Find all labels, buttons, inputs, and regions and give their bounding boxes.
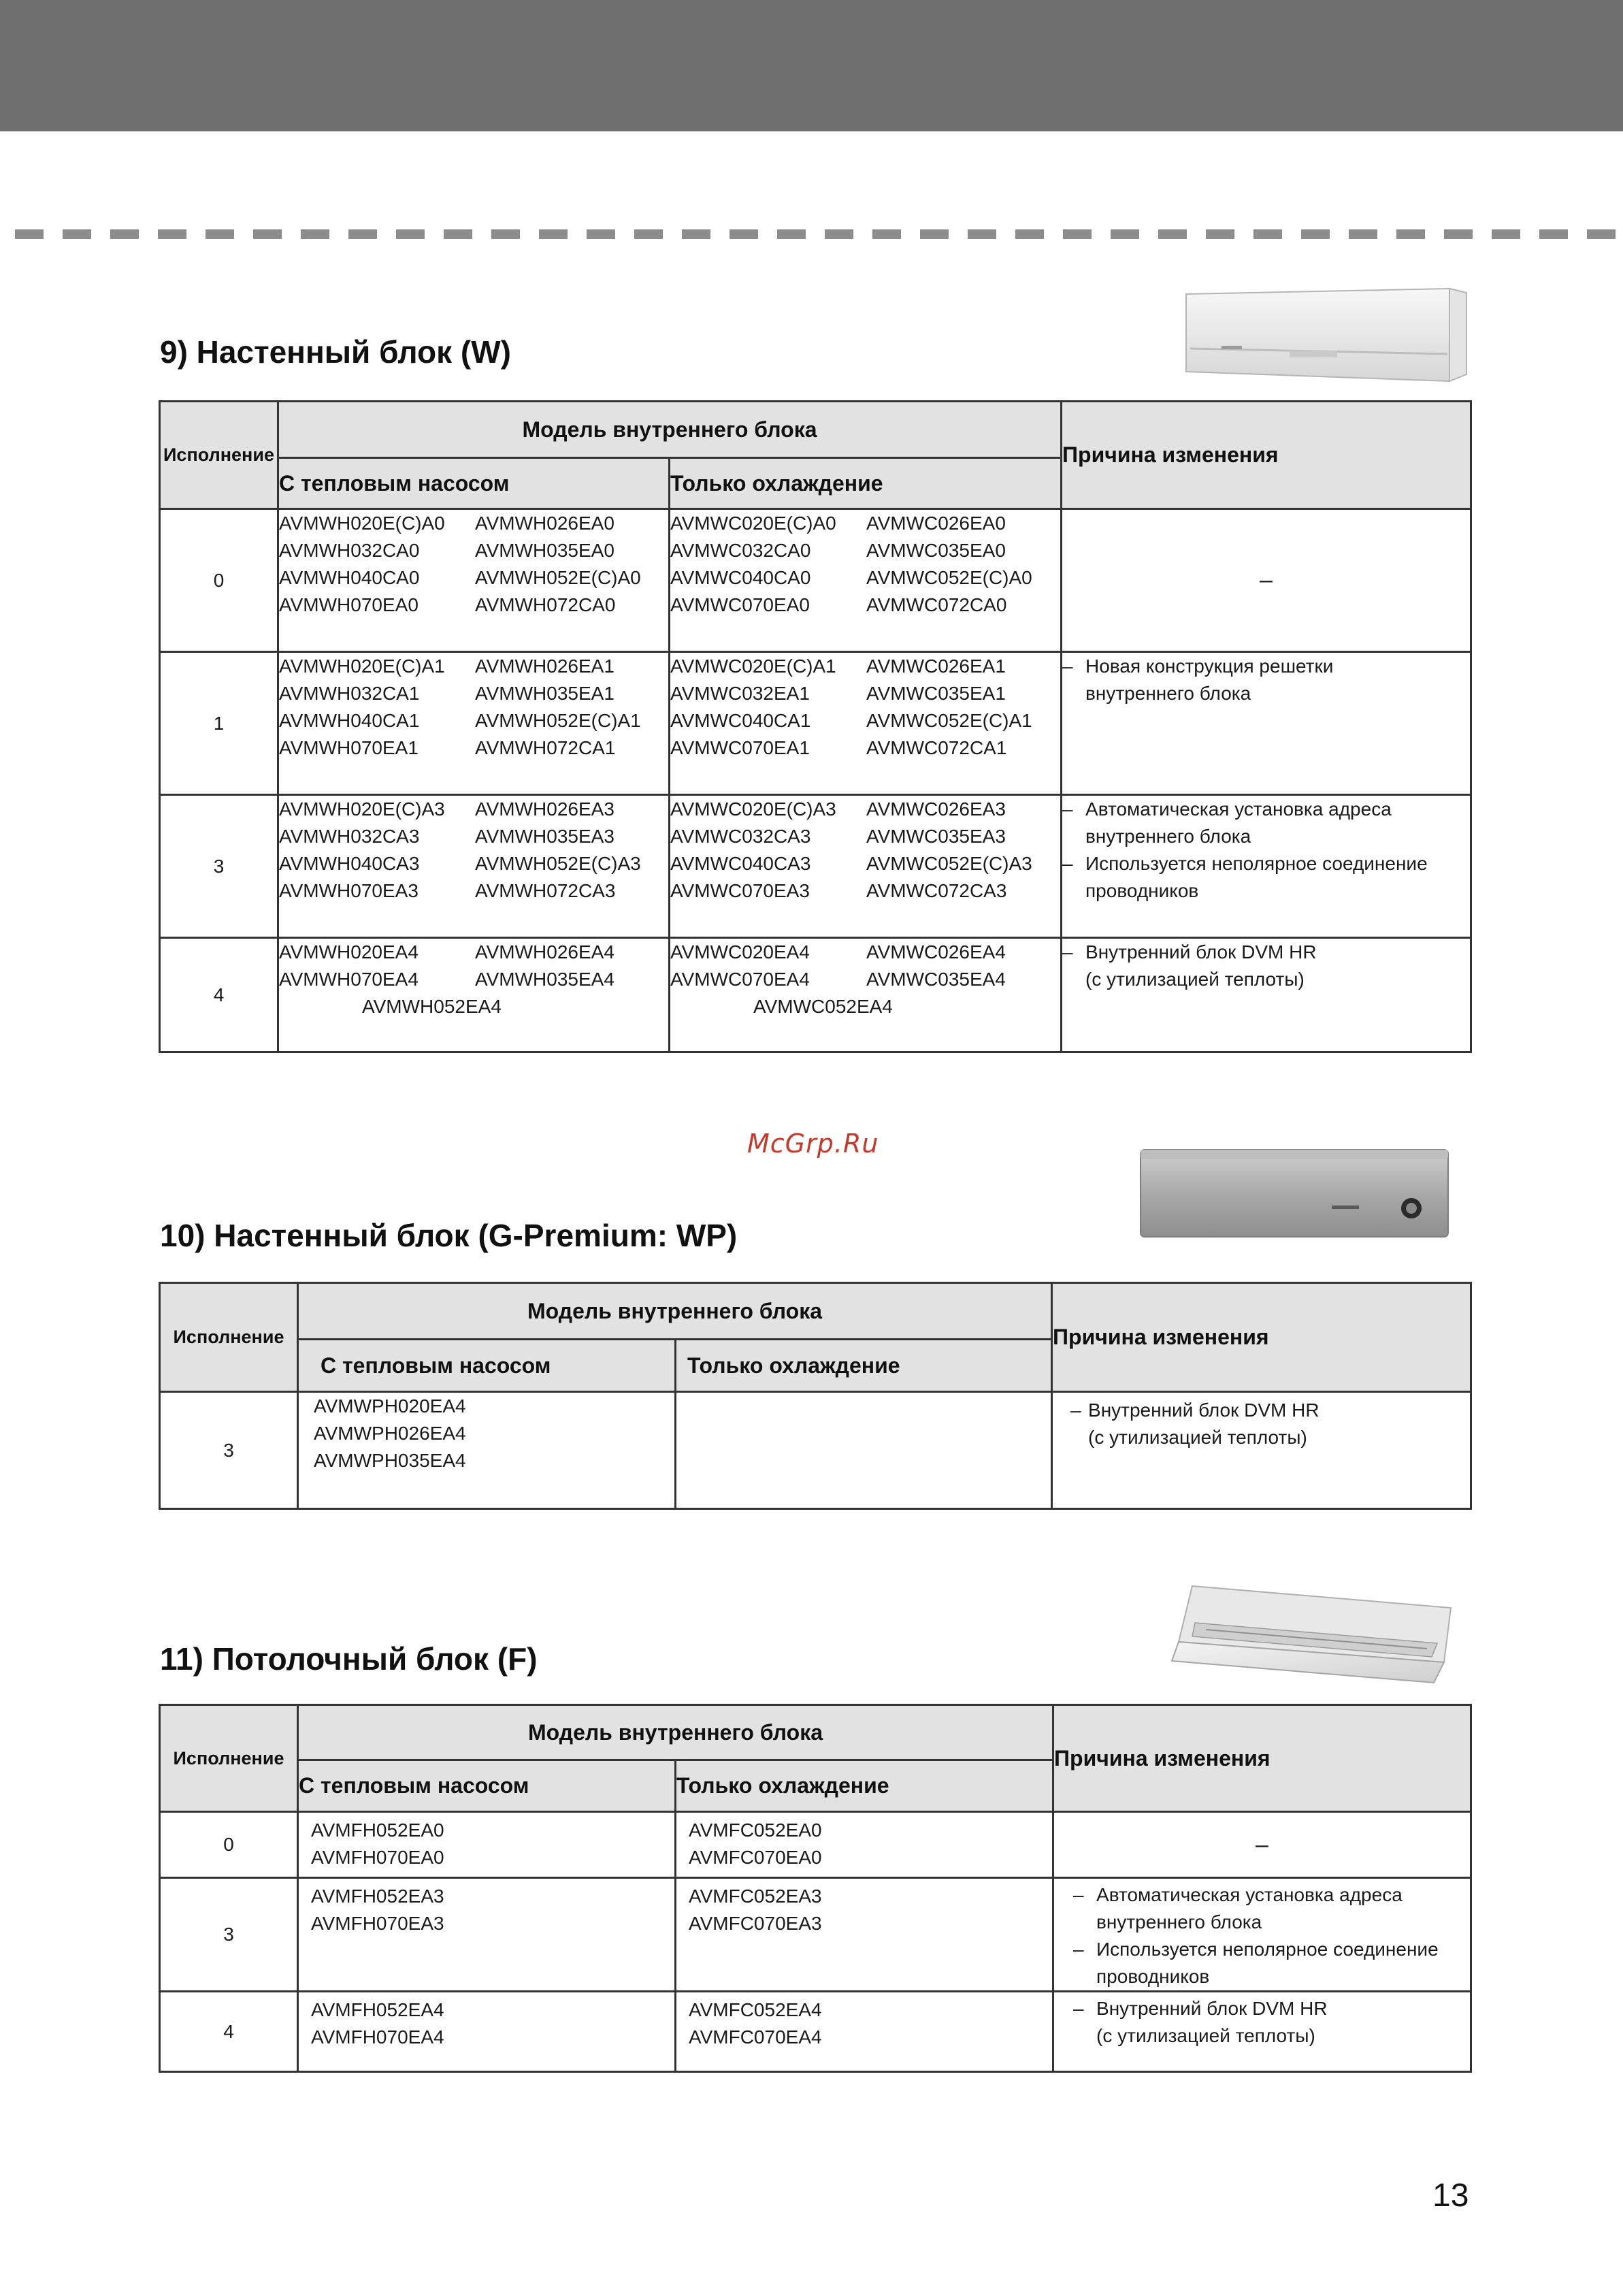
heat-pump-header: С тепловым насосом [298, 1340, 676, 1392]
model-code: AVMWC035EA0 [866, 540, 1006, 561]
model-code: AVMWH070EA1 [279, 737, 419, 758]
model-code: AVMWC026EA0 [866, 513, 1006, 534]
model-code: AVMWH020E(C)A0 [279, 513, 445, 534]
revision-cell: 1 [160, 652, 278, 795]
section-title-wall-unit: 9) Настенный блок (W) [160, 334, 511, 370]
model-code: AVMWC072CA3 [866, 880, 1007, 901]
revision-cell: 3 [160, 1878, 298, 1992]
revision-header: Исполнение [160, 402, 278, 509]
revision-header: Исполнение [160, 1283, 298, 1392]
reason-line: Внутренний блок DVM HR [1085, 941, 1317, 963]
table-row [160, 1878, 1471, 1992]
model-code: AVMFC052EA4 [689, 1999, 822, 2020]
cooling-only-header: Только охлаждение [676, 1760, 1053, 1812]
change-reason-cell [1062, 795, 1471, 938]
model-code: AVMWC026EA1 [866, 656, 1006, 677]
heat-pump-models [298, 1992, 676, 2072]
cooling-only-models [676, 1812, 1053, 1878]
ceiling-unit-table [159, 1704, 1472, 2073]
change-reason-cell [1062, 938, 1471, 1052]
model-code: AVMWC040CA1 [670, 710, 811, 731]
dashed-divider [15, 229, 1623, 239]
heat-pump-models [278, 795, 670, 938]
wall-unit-table [159, 400, 1472, 1053]
model-code: AVMWH032CA1 [279, 683, 420, 704]
table-row [160, 795, 1471, 938]
model-code: AVMWC040CA0 [670, 567, 811, 588]
model-code: AVMWC020E(C)A3 [670, 798, 836, 820]
section-title-ceiling-unit: 11) Потолочный блок (F) [160, 1641, 538, 1677]
model-code: AVMWH072CA0 [475, 594, 616, 615]
heat-pump-models [298, 1812, 676, 1878]
model-code: AVMWH040CA0 [279, 567, 420, 588]
model-code: AVMWH052E(C)A0 [475, 567, 641, 588]
model-code: AVMWC020E(C)A1 [670, 656, 836, 677]
reason-line: проводников [1085, 880, 1199, 901]
reason-item: – Автоматическая установка адреса внутреннего блока [1062, 798, 1392, 847]
change-reason-cell [1052, 1392, 1471, 1509]
reason-item: – Используется неполярное соединение проводников [1062, 853, 1428, 901]
reason-line: (с утилизацией теплоты) [1088, 1427, 1307, 1448]
model-code: AVMFC070EA0 [689, 1847, 822, 1868]
reason-item: – Используется неполярное соединение проводников [1073, 1939, 1439, 1987]
model-code: AVMWH072CA3 [475, 880, 616, 901]
model-code: AVMWC052EA4 [753, 996, 893, 1017]
change-reason-header: Причина изменения [1052, 1283, 1471, 1392]
model-code: AVMWH070EA3 [279, 880, 419, 901]
reason-line: проводников [1096, 1966, 1210, 1987]
model-code: AVMWC070EA0 [670, 594, 810, 615]
model-code: AVMFH070EA0 [311, 1847, 444, 1868]
model-code: AVMWH026EA0 [475, 513, 614, 534]
heat-pump-models [298, 1878, 676, 1992]
g-premium-product-image [1138, 1146, 1451, 1241]
model-code: AVMFH052EA3 [311, 1886, 444, 1907]
model-code: AVMWC032CA0 [670, 540, 811, 561]
model-code: AVMFH052EA0 [311, 1820, 444, 1841]
cooling-only-models [670, 938, 1062, 1052]
reason-line: (с утилизацией теплоты) [1096, 2025, 1315, 2046]
model-code: AVMWC070EA4 [670, 969, 810, 990]
model-code: AVMWC040CA3 [670, 853, 811, 874]
revision-cell: 3 [160, 795, 278, 938]
model-code: AVMFC052EA3 [689, 1886, 822, 1907]
revision-cell: 3 [160, 1392, 298, 1509]
model-code: AVMWH035EA0 [475, 540, 614, 561]
page-number: 13 [1432, 2178, 1469, 2214]
model-code: AVMWH052E(C)A1 [475, 710, 641, 731]
table-row [160, 509, 1471, 652]
model-code: AVMWH052E(C)A3 [475, 853, 641, 874]
model-code: AVMWC035EA1 [866, 683, 1006, 704]
model-code: AVMWH020EA4 [279, 941, 419, 963]
table-row [160, 1392, 1471, 1509]
model-code: AVMWH026EA4 [475, 941, 614, 963]
reason-item: – Новая конструкция решетки внутреннего блока [1062, 656, 1334, 704]
model-code: AVMWH070EA4 [279, 969, 419, 990]
reason-line: Новая конструкция решетки [1085, 656, 1334, 677]
reason-item: – Внутренний блок DVM HR (с утилизацией теплоты) [1070, 1400, 1319, 1448]
model-code: AVMWC072CA0 [866, 594, 1007, 615]
model-code: AVMWC070EA3 [670, 880, 810, 901]
model-code: AVMWPH035EA4 [314, 1450, 466, 1471]
model-code: AVMWH052EA4 [362, 996, 502, 1017]
heat-pump-models [298, 1392, 676, 1509]
reason-line: Автоматическая установка адреса [1085, 798, 1392, 820]
heat-pump-models [278, 652, 670, 795]
model-code: AVMWC052E(C)A0 [866, 567, 1032, 588]
no-change-dash: – [1062, 509, 1471, 652]
model-code: AVMWH026EA3 [475, 798, 614, 820]
revision-cell: 0 [160, 509, 278, 652]
ceiling-unit-product-image [1165, 1581, 1461, 1696]
model-code: AVMFH070EA4 [311, 2026, 444, 2048]
indoor-model-header: Модель внутреннего блока [298, 1283, 1052, 1340]
model-code: AVMFC070EA3 [689, 1913, 822, 1934]
model-code: AVMWH035EA1 [475, 683, 614, 704]
model-code: AVMWC026EA3 [866, 798, 1006, 820]
model-code: AVMWC072CA1 [866, 737, 1007, 758]
reason-line: внутреннего блока [1085, 683, 1251, 704]
change-reason-header: Причина изменения [1062, 402, 1471, 509]
heat-pump-header: С тепловым насосом [278, 458, 670, 509]
table-row [160, 938, 1471, 1052]
indoor-model-header: Модель внутреннего блока [278, 402, 1062, 458]
cooling-only-models [670, 795, 1062, 938]
model-code: AVMFH052EA4 [311, 1999, 444, 2020]
heat-pump-models [278, 509, 670, 652]
model-code: AVMWC035EA4 [866, 969, 1006, 990]
revision-cell: 0 [160, 1812, 298, 1878]
top-banner [0, 0, 1623, 131]
reason-item: – Автоматическая установка адреса внутреннего блока [1073, 1884, 1403, 1933]
model-code: AVMWH032CA0 [279, 540, 420, 561]
cooling-only-header: Только охлаждение [676, 1340, 1052, 1392]
watermark: McGrp.Ru [747, 1129, 879, 1159]
model-code: AVMWH070EA0 [279, 594, 419, 615]
reason-item: – Внутренний блок DVM HR (с утилизацией теплоты) [1073, 1998, 1328, 2046]
indoor-model-header: Модель внутреннего блока [298, 1705, 1053, 1760]
section-title-g-premium: 10) Настенный блок (G-Premium: WP) [160, 1218, 738, 1253]
model-code: AVMWH026EA1 [475, 656, 614, 677]
cooling-only-models [670, 509, 1062, 652]
model-code: AVMFC052EA0 [689, 1820, 822, 1841]
reason-item: – Внутренний блок DVM HR (с утилизацией теплоты) [1062, 941, 1317, 990]
cooling-only-models [676, 1392, 1052, 1509]
change-reason-cell [1062, 652, 1471, 795]
model-code: AVMWC052E(C)A3 [866, 853, 1032, 874]
table-row [160, 1992, 1471, 2072]
reason-line: (с утилизацией теплоты) [1085, 969, 1305, 990]
revision-cell: 4 [160, 1992, 298, 2072]
model-code: AVMWH040CA3 [279, 853, 420, 874]
change-reason-cell [1053, 1878, 1471, 1992]
table-row [160, 652, 1471, 795]
reason-line: внутреннего блока [1085, 826, 1251, 847]
reason-line: внутреннего блока [1096, 1911, 1262, 1933]
model-code: AVMWC032CA3 [670, 826, 811, 847]
reason-line: Используется неполярное соединение [1085, 853, 1428, 874]
model-code: AVMWH072CA1 [475, 737, 616, 758]
heat-pump-header: С тепловым насосом [298, 1760, 676, 1812]
model-code: AVMWPH026EA4 [314, 1423, 466, 1444]
table-row [160, 1812, 1471, 1878]
model-code: AVMWC035EA3 [866, 826, 1006, 847]
model-code: AVMWH032CA3 [279, 826, 420, 847]
model-code: AVMFH070EA3 [311, 1913, 444, 1934]
cooling-only-header: Только охлаждение [670, 458, 1062, 509]
model-code: AVMWH035EA3 [475, 826, 614, 847]
heat-pump-models [278, 938, 670, 1052]
model-code: AVMWC032EA1 [670, 683, 810, 704]
model-code: AVMWH040CA1 [279, 710, 420, 731]
model-code: AVMWC070EA1 [670, 737, 810, 758]
model-code: AVMWC052E(C)A1 [866, 710, 1032, 731]
cooling-only-models [670, 652, 1062, 795]
reason-line: Внутренний блок DVM HR [1088, 1400, 1319, 1421]
model-code: AVMWH020E(C)A1 [279, 656, 445, 677]
g-premium-table [159, 1282, 1472, 1510]
model-code: AVMWPH020EA4 [314, 1395, 466, 1417]
wall-unit-product-image [1181, 286, 1470, 388]
no-change-dash: – [1053, 1812, 1471, 1878]
reason-line: Используется неполярное соединение [1096, 1939, 1439, 1960]
model-code: AVMWC020E(C)A0 [670, 513, 836, 534]
reason-line: Внутренний блок DVM HR [1096, 1998, 1328, 2019]
model-code: AVMWC020EA4 [670, 941, 810, 963]
cooling-only-models [676, 1878, 1053, 1992]
model-code: AVMWC026EA4 [866, 941, 1006, 963]
change-reason-cell [1053, 1992, 1471, 2072]
reason-line: Автоматическая установка адреса [1096, 1884, 1403, 1905]
revision-cell: 4 [160, 938, 278, 1052]
cooling-only-models [676, 1992, 1053, 2072]
model-code: AVMWH035EA4 [475, 969, 614, 990]
model-code: AVMWH020E(C)A3 [279, 798, 445, 820]
model-code: AVMFC070EA4 [689, 2026, 822, 2048]
change-reason-header: Причина изменения [1053, 1705, 1471, 1812]
revision-header: Исполнение [160, 1705, 298, 1812]
